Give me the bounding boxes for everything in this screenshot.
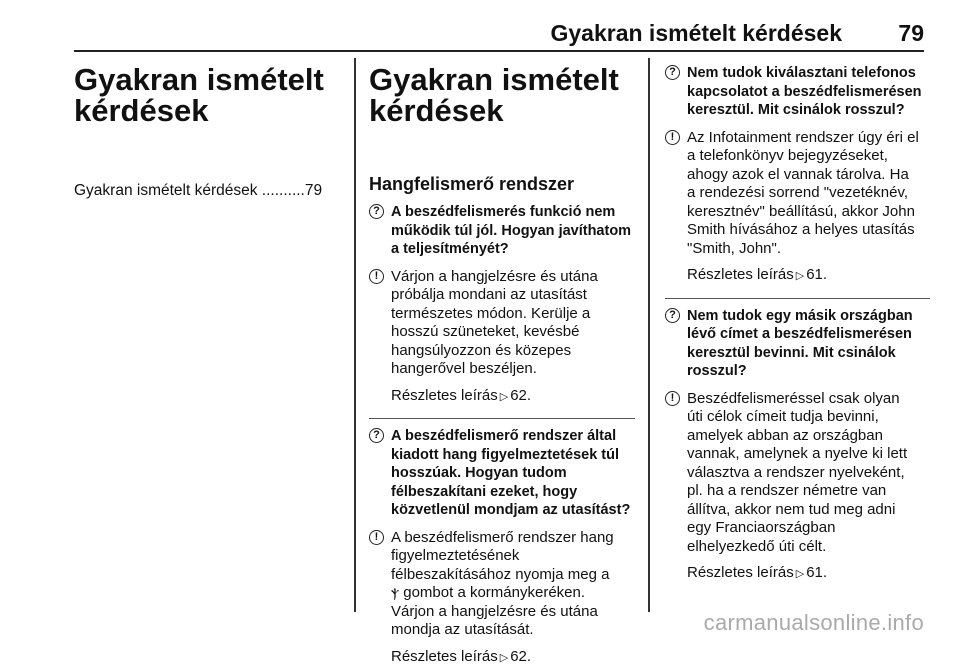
subsection-heading: Hangfelismerő rendszer	[369, 174, 635, 195]
watermark: carmanualsonline.info	[704, 610, 924, 636]
exclamation-icon: !	[665, 391, 680, 406]
answer-3: ! Az Infotainment rendszer úgy éri el a telefonkönyv bejegyzéseket, ahogy azok el vannak tárolva. Ha a rendezési sorrend "vezetéknév, keresztnév" beállítású, akkor John Smith hívásához a helyes utasítás "Smith, John".	[665, 129, 930, 259]
question-2: ? A beszédfelismerő rendszer által kiadott hang figyelmeztetések túl hosszúak. Hogyan tudom félbeszakítani ezeket, hogy közvetlenül mondjam az utasítást?	[369, 427, 635, 520]
page-ref-arrow-icon: ▷	[794, 267, 806, 286]
column-divider-1	[354, 58, 356, 612]
divider	[369, 418, 635, 419]
page-ref-arrow-icon: ▷	[498, 388, 510, 407]
question-icon: ?	[665, 65, 680, 80]
column-content-1	[369, 64, 635, 667]
question-icon: ?	[369, 204, 384, 219]
question-3: ? Nem tudok kiválasztani telefonos kapcsolatot a beszédfelismerésen keresztül. Mit csinálok rosszul?	[665, 64, 930, 120]
toc-entry[interactable]: Gyakran ismételt kérdések ..........79	[74, 182, 344, 200]
reference-2[interactable]: Részletes leírás ▷ 62.	[369, 648, 635, 667]
page-ref-arrow-icon: ▷	[498, 649, 510, 667]
header-title: Gyakran ismételt kérdések	[550, 20, 842, 47]
exclamation-icon: !	[369, 269, 384, 284]
reference-3[interactable]: Részletes leírás ▷ 61.	[665, 266, 930, 286]
column-divider-2	[648, 58, 650, 612]
question-4: ? Nem tudok egy másik országban lévő címet a beszédfelismerésen keresztül bevinni. Mit csinálok rosszul?	[665, 307, 930, 381]
question-1: ? A beszédfelismerés funkció nem működik túl jól. Hogyan javíthatom a teljesítményét?	[369, 203, 635, 259]
section-title: Gyakran ismételt kérdések	[369, 64, 635, 126]
answer-2: ! A beszédfelismerő rendszer hang figyelmeztetésének félbeszakításához nyomja meg a ⲯ gombot a kormánykeréken. Várjon a hangjelzésre és utána mondja az utasítását.	[369, 529, 635, 640]
reference-4[interactable]: Részletes leírás ▷ 61.	[665, 564, 930, 584]
column-toc	[74, 64, 344, 200]
exclamation-icon: !	[369, 530, 384, 545]
header-rule	[74, 50, 924, 52]
page-number: 79	[898, 20, 924, 47]
page-ref-arrow-icon: ▷	[794, 565, 806, 584]
column-content-2	[665, 64, 930, 584]
divider	[665, 298, 930, 299]
answer-4: ! Beszédfelismeréssel csak olyan úti célok címeit tudja bevinni, amelyek abban az országban vannak, amelynek a nyelve ki lett választva a rendszer nyelveként, pl. ha a rendszer németre van állítva, akkor nem tud meg adni egy Franciaországban elhelyezkedő úti célt.	[665, 390, 930, 557]
answer-1: ! Várjon a hangjelzésre és utána próbálja mondani az utasítást természetes módon. Kerülje a hosszú szüneteket, kevésbé hangsúlyozzon és közepes hangerővel beszéljen.	[369, 268, 635, 379]
question-icon: ?	[369, 428, 384, 443]
chapter-title: Gyakran ismételt kérdések	[74, 64, 344, 126]
reference-1[interactable]: Részletes leírás ▷ 62.	[369, 387, 635, 407]
question-icon: ?	[665, 308, 680, 323]
exclamation-icon: !	[665, 130, 680, 145]
